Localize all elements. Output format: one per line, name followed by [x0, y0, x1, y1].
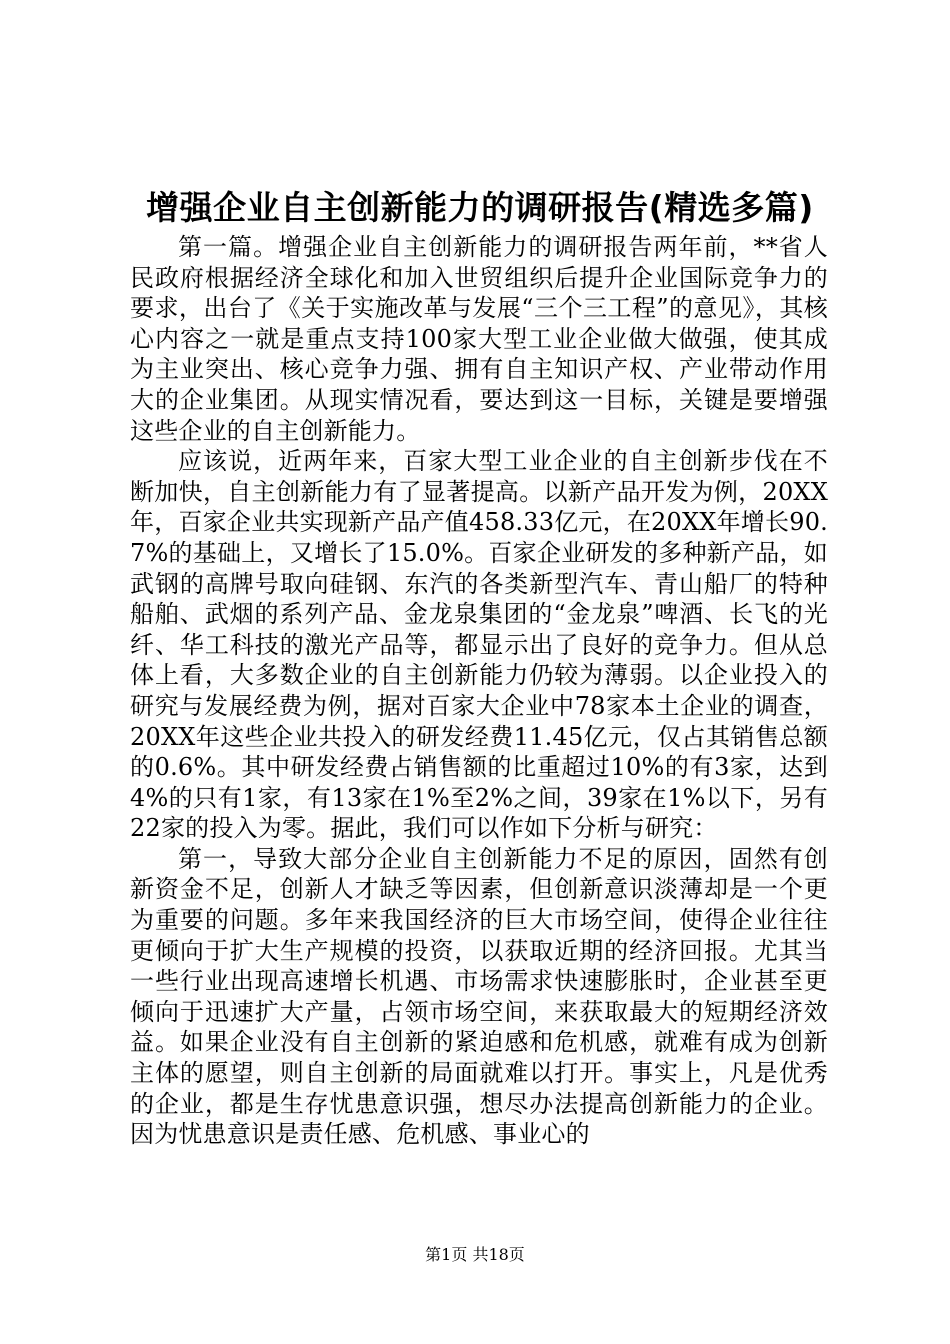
paragraph-3: 第一，导致大部分企业自主创新能力不足的原因，固然有创新资金不足，创新人才缺乏等因素，但创新意识淡薄却是一个更为重要的问题。多年来我国经济的巨大市场空间，使得企业往往更倾向于扩大生产规模的投资，以获取近期的经济回报。尤其当一些行业出现高速增长机遇、市场需求快速膨胀时，企业甚至更倾向于迅速扩大产量，占领市场空间，来获取最大的短期经济效益。如果企业没有自主创新的紧迫感和危机感，就难有成为创新主体的愿望，则自主创新的局面就难以打开。事实上，凡是优秀的企业，都是生存忧患意识强，想尽办法提高创新能力的企业。因为忧患意识是责任感、危机感、事业心的 — [130, 844, 828, 1149]
paragraph-1: 第一篇。增强企业自主创新能力的调研报告两年前，**省人民政府根据经济全球化和加入世贸组织后提升企业国际竞争力的要求，出台了《关于实施改革与发展“三个三工程”的意见》，其核心内容之一就是重点支持100家大型工业企业做大做强，使其成为主业突出、核心竞争力强、拥有自主知识产权、产业带动作用大的企业集团。从现实情况看，要达到这一目标，关键是要增强这些企业的自主创新能力。 — [130, 233, 828, 445]
page-number-footer: 第1页 共18页 — [425, 1245, 525, 1264]
document-title: 增强企业自主创新能力的调研报告(精选多篇) — [146, 188, 814, 227]
document-body — [130, 232, 828, 1150]
paragraph-2: 应该说，近两年来，百家大型工业企业的自主创新步伐在不断加快，自主创新能力有了显著提高。以新产品开发为例，20XX年，百家企业共实现新产品产值458.33亿元，在20XX年增长90.7%的基础上，又增长了15.0%。百家企业研发的多种新产品，如武钢的高牌号取向硅钢、东汽的各类新型汽车、青山船厂的特种船舶、武烟的系列产品、金龙泉集团的“金龙泉”啤酒、长飞的光纤、华工科技的激光产品等，都显示出了良好的竞争力。但从总体上看，大多数企业的自主创新能力仍较为薄弱。以企业投入的研究与发展经费为例，据对百家大企业中78家本土企业的调查，20XX年这些企业共投入的研发经费11.45亿元，仅占其销售总额的0.6%。其中研发经费占销售额的比重超过10%的有3家，达到4%的只有1家，有13家在1%至2%之间，39家在1%以下，另有22家的投入为零。据此，我们可以作如下分析与研究： — [130, 447, 828, 843]
